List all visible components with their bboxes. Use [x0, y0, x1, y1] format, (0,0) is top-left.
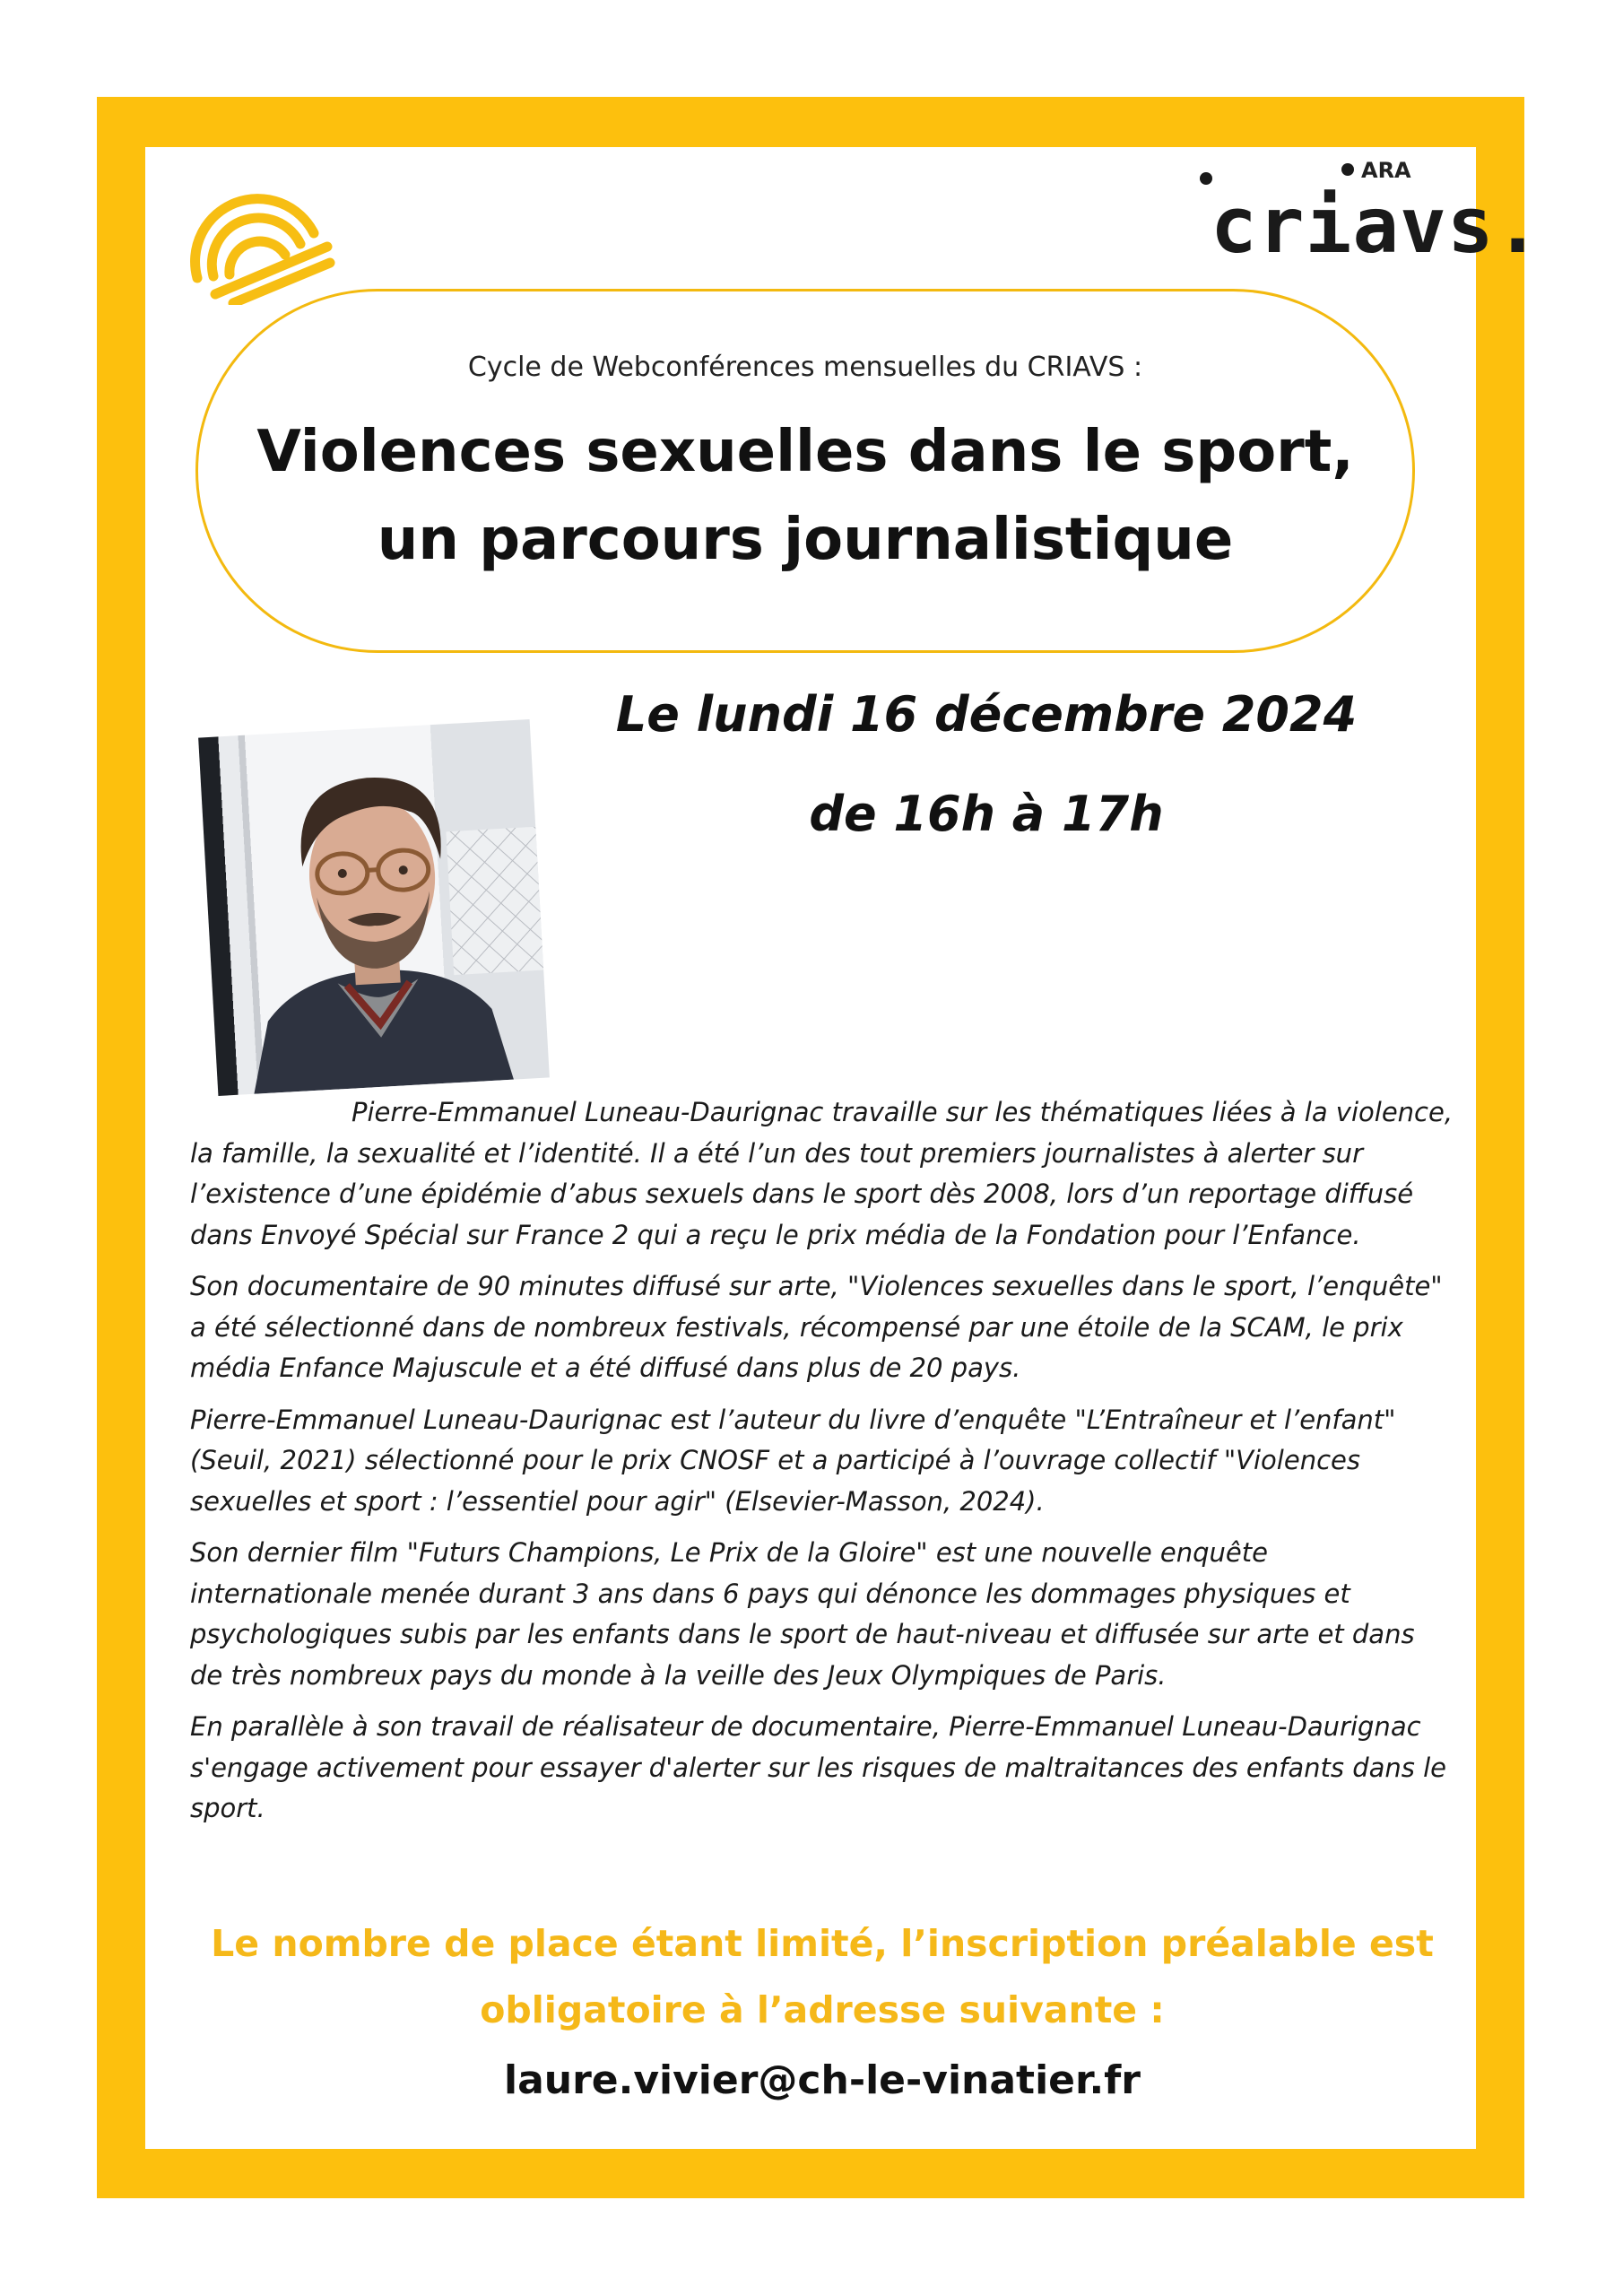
bio-paragraph: Pierre-Emmanuel Luneau-Daurignac travaille sur les thématiques liées à la violence, la famille, la sexualité et l’identité. Il a été l’un des tout premiers journalistes à alerter sur l’existence d’une épidémie d’abus sexuels dans le sport dès 2008, lors d’un reportage diffusé dans Envoyé Spécial sur France 2 qui a reçu le prix média de la Fondation pour l’Enfance. — [190, 1097, 1454, 1250]
event-date: Le lundi 16 décembre 2024 — [615, 686, 1358, 743]
criavs-arc-logo-icon — [179, 170, 341, 305]
registration-email[interactable]: laure.vivier@ch-le-vinatier.fr — [504, 2057, 1141, 2103]
registration-notice: Le nombre de place étant limité, l’inscription préalable est obligatoire à l’adresse suivante : — [211, 1922, 1434, 2031]
page-title: Violences sexuelles dans le sport, un parcours journalistique — [256, 419, 1354, 573]
cycle-subtitle: Cycle de Webconférences mensuelles du CRIAVS : — [467, 352, 1143, 383]
bio-paragraph: Pierre-Emmanuel Luneau-Daurignac est l’auteur du livre d’enquête "L’Entraîneur et l’enfant" (Seuil, 2021) sélectionné pour le prix CNOSF et a participé à l’ouvrage collectif "Violences sexuelles et sport : l’essentiel pour agir" (Elsevier-Masson, 2024). — [190, 1404, 1396, 1517]
event-time: de 16h à 17h — [809, 786, 1164, 842]
brand-name: criavs. — [1211, 181, 1542, 271]
brand-dot-right — [1341, 163, 1354, 176]
speaker-portrait-icon — [198, 719, 550, 1096]
brand-region: ARA — [1361, 158, 1411, 183]
bio-paragraph: Son documentaire de 90 minutes diffusé sur arte, "Violences sexuelles dans le sport, l’enquête" a été sélectionné dans de nombreux festivals, récompensé par une étoile de la SCAM, le prix média Enfance Majuscule et a été diffusé dans plus de 20 pays. — [190, 1271, 1443, 1383]
bio-paragraph: En parallèle à son travail de réalisateur de documentaire, Pierre-Emmanuel Luneau-Daurignac s'engage activement pour essayer d'alerter sur les risques de maltraitances des enfants dans le sport. — [190, 1711, 1446, 1823]
bio-paragraph: Son dernier film "Futurs Champions, Le Prix de la Gloire" est une nouvelle enquête internationale menée durant 3 ans dans 6 pays qui dénonce les dommages physiques et psychologiques subis par les enfants dans le sport de haut-niveau et diffusée sur arte et dans de très nombreux pays du monde à la veille des Jeux Olympiques de Paris. — [190, 1537, 1415, 1691]
speaker-bio — [190, 1092, 1454, 1840]
